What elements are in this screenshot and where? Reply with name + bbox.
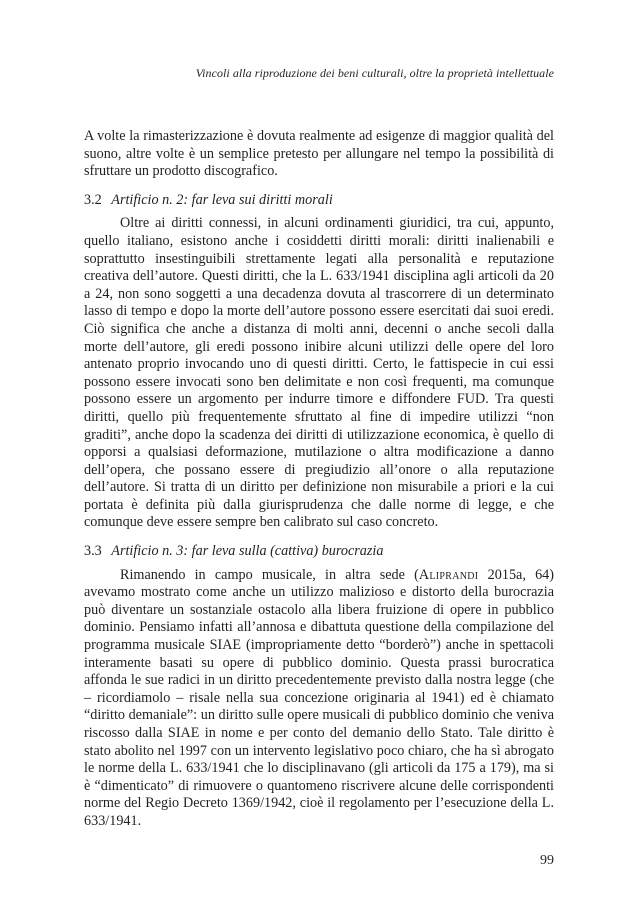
section-heading-3-3 [84, 543, 554, 561]
paragraph-text-start: Rimanendo in campo musicale, in altra sede ( [120, 566, 419, 583]
section-heading-3-2 [84, 192, 554, 210]
citation-author: Aliprandi [418, 566, 479, 583]
running-header: Vincoli alla riproduzione dei beni culturali, oltre la proprietà intellettuale [195, 66, 554, 80]
body-text [84, 128, 554, 831]
page-number: 99 [540, 853, 554, 868]
section-3-3-paragraph [84, 567, 554, 831]
intro-paragraph: A volte la rimasterizzazione è dovuta realmente ad esigenze di maggior qualità del suono, altre volte è un semplice pretesto per allungare nel tempo la possibilità di sfruttare un prodotto discografico. [84, 128, 554, 180]
section-title: Artificio n. 3: far leva sulla (cattiva) burocrazia [111, 543, 384, 560]
paragraph-text-rest: 2015a, 64) avevamo mostrato come anche un utilizzo malizioso e distorto della burocrazia può diventare un sostanziale ostacolo alla libera fruizione di opere in pubblico dominio. Pensiamo infatti all’annosa e dibattuta questione della compilazione del programma musicale SIAE (impropriamente detto “borderò”) anche in spettacoli interamente basati su opere di pubblico dominio. Questa prassi burocratica affonda le sue radici in un diritto precedentemente previsto dalla nostra legge (che – ricordiamolo – risale nella sua concezione originaria al 1941) ed è chiamato “diritto demaniale”: un diritto sulle opere musicali di pubblico dominio che veniva riscosso dalla SIAE in nome e per conto del demanio dello Stato. Tale diritto è stato abolito nel 1997 con un intervento legislativo poco chiaro, che ha sì abrogato le norme della L. 633/1941 che lo disciplinavano (gli articoli da 175 a 179), ma si è “dimenticato” di rimuovere o quantomeno riscrivere alcune delle corrispondenti norme del Regio Decreto 1369/1942, cioè il regolamento per l’esecuzione della L. 633/1941. [84, 566, 554, 829]
section-number: 3.2 [84, 191, 102, 208]
section-title: Artificio n. 2: far leva sui diritti morali [111, 191, 333, 208]
section-number: 3.3 [84, 543, 102, 560]
section-3-2-paragraph: Oltre ai diritti connessi, in alcuni ordinamenti giuridici, tra cui, appunto, quello italiano, esistono anche i cosiddetti diritti morali: diritti inalienabili e soprattutto insestinguibili strettamente legati alla personalità e reputazione creativa dell’autore. Questi diritti, che la L. 633/1941 disciplina agli articoli da 20 a 24, non sono soggetti a una decadenza dovuta al trascorrere di un determinato lasso di tempo e dopo la morte dell’autore possono essere esercitati dai suoi eredi. Ciò significa che anche a distanza di molti anni, decenni o anche secoli dalla morte dell’autore, gli eredi possono inibire alcuni utilizzi delle opere del loro antenato proprio invocando uno di questi diritti. Certo, le fattispecie in cui essi possono essere invocati sono ben delimitate e non così frequenti, ma comunque possono essere un argomento per indurre timore e diffondere FUD. Tra questi diritti, quello più frequentemente sfruttato al fine di impedire utilizzi “non graditi”, anche dopo la scadenza dei diritti di utilizzazione economica, è quello di opporsi a qualsiasi deformazione, mutilazione o altra modificazione a danno dell’opera, che possano essere di pregiudizio all’onore o alla reputazione dell’autore. Si tratta di un diritto per definizione non misurabile a priori e la cui portata è definita più dalla giurisprudenza che dalle norme di legge, e che comunque deve essere sempre ben calibrato sul caso concreto. [84, 215, 554, 531]
